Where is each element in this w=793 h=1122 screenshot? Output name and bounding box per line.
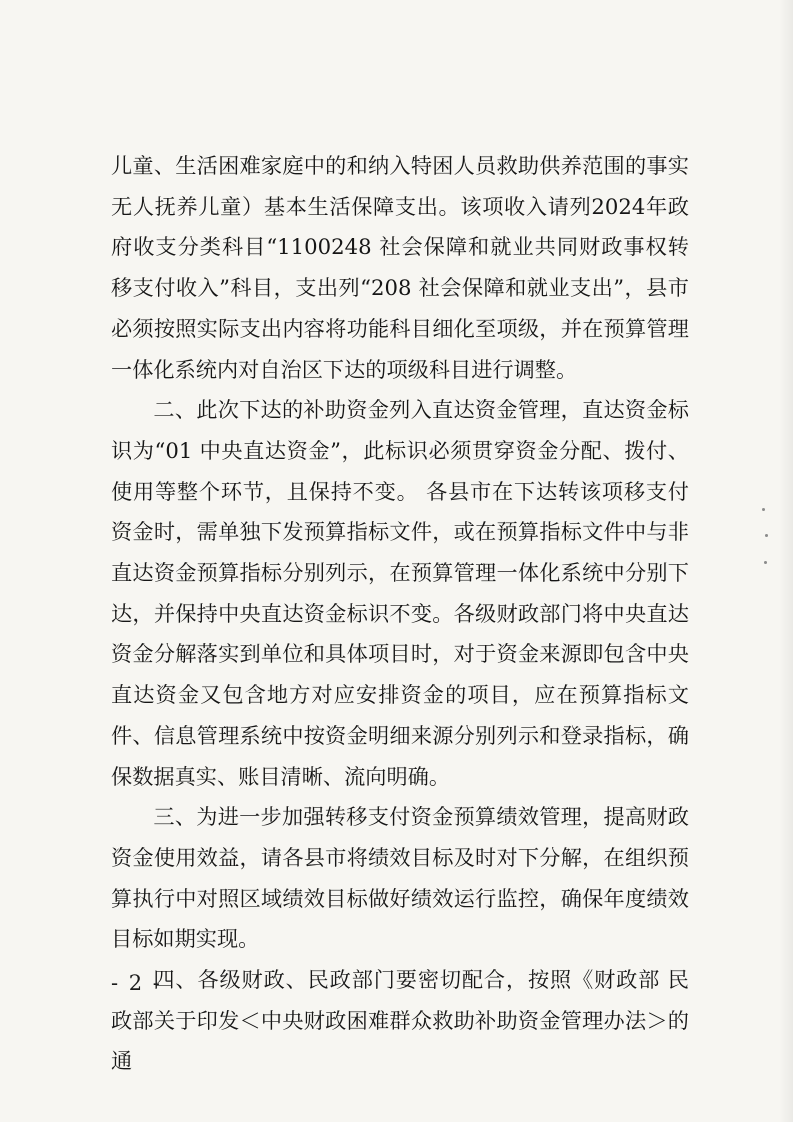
page-edge-shadow [779, 0, 793, 1122]
paragraph-section-four: 四、各级财政、民政部门要密切配合，按照《财政部 民政部关于印发＜中央财政困难群众救助补助资金管理办法＞的通 [111, 967, 689, 1074]
document-body [111, 146, 689, 1082]
scan-dot [764, 561, 767, 564]
page-number: - 2 - [111, 971, 162, 995]
paragraph-section-three: 三、为进一步加强转移支付资金预算绩效管理，提高财政资金使用效益，请各县市将绩效目标及时对下分解，在组织预算执行中对照区域绩效目标做好绩效运行监控，确保年度绩效目标如期实现。 [111, 804, 689, 952]
scan-dot [762, 508, 765, 511]
paragraph-section-two: 二、此次下达的补助资金列入直达资金管理，直达资金标识为“01 中央直达资金”，此标识必须贯穿资金分配、拨付、使用等整个环节，且保持不变。 各县市在下达转该项移支付资金时，需单独下发预算指标文件，或在预算指标文件中与非直达资金预算指标分别列示，在预算管理一体化系统中分别下达，并保持中央直达资金标识不变。各级财政部门将中央直达资金分解落实到单位和具体项目时，对于资金来源即包含中央直达资金又包含地方对应安排资金的项目，应在预算指标文件、信息管理系统中按资金明细来源分别列示和登录指标，确保数据真实、账目清晰、流向明确。 [111, 397, 689, 789]
paragraph-continuation: 儿童、生活困难家庭中的和纳入特困人员救助供养范围的事实无人抚养儿童）基本生活保障支出。该项收入请列2024年政府收支分类科目“1100248 社会保障和就业共同财政事权转移支付收入”科目，支出列“208 社会保障和就业支出”，县市必须按照实际支出内容将功能科目细化至项级，并在预算管理一体化系统内对自治区下达的项级科目进行调整。 [111, 153, 689, 382]
scan-dots [758, 508, 770, 578]
scan-dot [765, 534, 768, 537]
